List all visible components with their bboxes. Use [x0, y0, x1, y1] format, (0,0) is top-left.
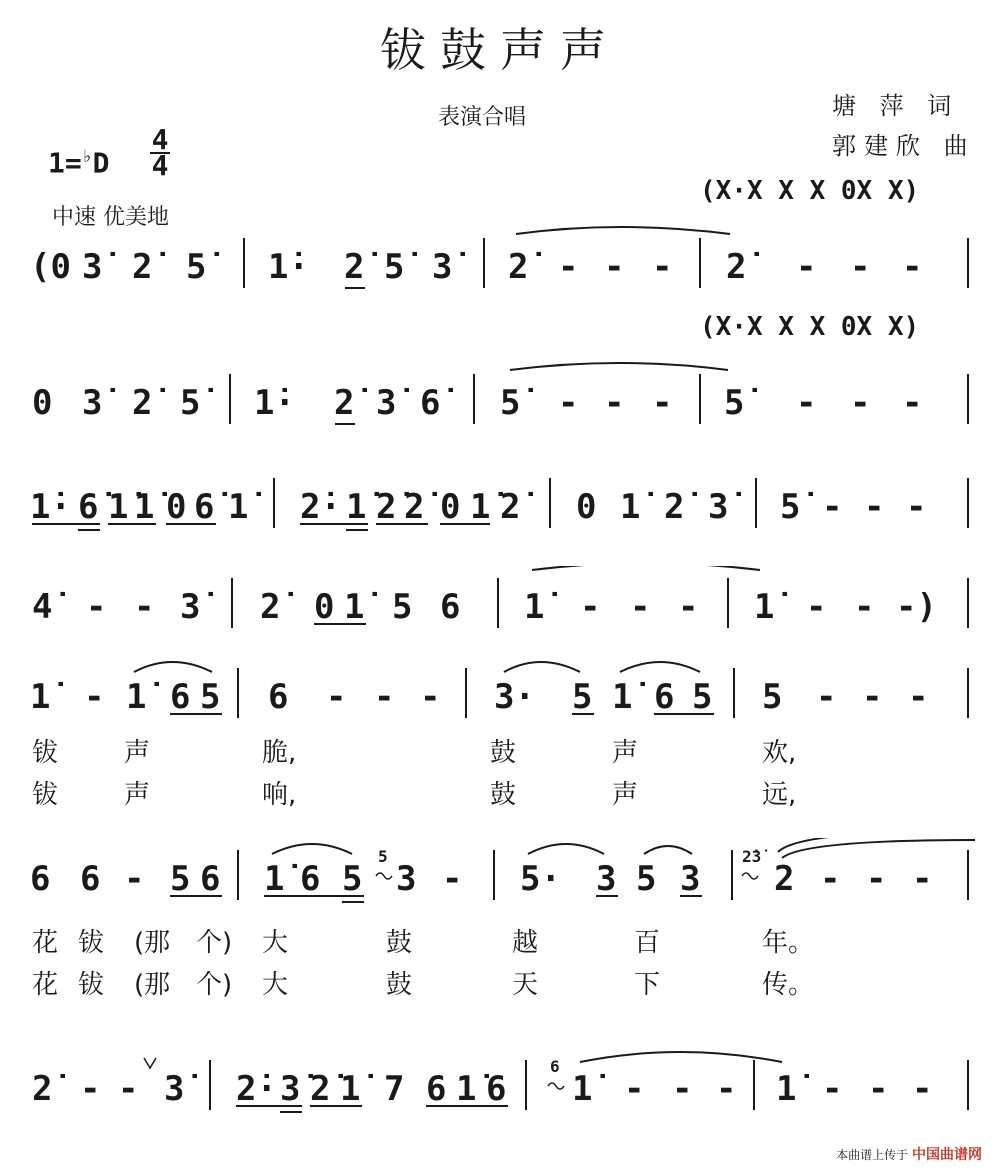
- note: 5̇: [180, 383, 201, 423]
- note: -: [630, 587, 651, 627]
- note: (0: [30, 247, 71, 287]
- note: 2̇: [376, 487, 397, 527]
- note: 1̇: [126, 677, 147, 717]
- grace-mark: [742, 873, 758, 879]
- note: 3: [396, 859, 417, 899]
- slur: [272, 844, 352, 854]
- note: 1̇: [754, 587, 775, 627]
- note: -: [908, 677, 929, 717]
- note: -: [862, 677, 883, 717]
- note: -: [912, 1069, 933, 1109]
- note: 3̇: [82, 247, 103, 287]
- lyric-char: 百: [634, 928, 661, 958]
- note: 2̇·: [236, 1069, 277, 1109]
- score-line-2: [0, 362, 1000, 442]
- grace-note: 5: [378, 847, 388, 866]
- note: 3̇: [432, 247, 453, 287]
- note: 5̇: [500, 383, 521, 423]
- grace-note: 6: [550, 1057, 560, 1076]
- note: 0: [440, 487, 461, 527]
- tie: [782, 840, 975, 858]
- note: 2̇·: [300, 487, 341, 527]
- note: 5: [692, 677, 713, 717]
- lyric-char: 下: [634, 970, 661, 1000]
- note: -: [820, 859, 841, 899]
- site-brand: 中国曲谱网: [912, 1147, 982, 1163]
- note: 3̇: [376, 383, 397, 423]
- note: -: [124, 859, 145, 899]
- note: 6: [268, 677, 289, 717]
- slur: [620, 662, 700, 672]
- composer-credit: 郭建欣 曲: [832, 132, 976, 160]
- lyric-char: 个): [196, 970, 233, 1000]
- note: -: [906, 487, 927, 527]
- note: 1̇: [612, 677, 633, 717]
- slur: [644, 846, 692, 854]
- note: -: [822, 487, 843, 527]
- note: -: [442, 859, 463, 899]
- tie: [532, 566, 760, 570]
- note: -: [850, 247, 871, 287]
- note: 6: [654, 677, 675, 717]
- note: 2̇: [260, 587, 281, 627]
- note: 1̇: [134, 487, 155, 527]
- upload-text: 本曲谱上传于: [836, 1148, 909, 1162]
- lyric-char: 传。: [762, 970, 815, 1000]
- slur: [134, 662, 212, 672]
- notation-line-3: [0, 466, 1000, 546]
- note: 3: [680, 859, 701, 899]
- note: 1̇·: [268, 247, 309, 287]
- notation-line-2: [0, 362, 1000, 442]
- lyric-char: (那: [134, 928, 171, 958]
- note: -: [86, 587, 107, 627]
- note: -: [672, 1069, 693, 1109]
- note: 5̇: [780, 487, 801, 527]
- lyric-char: 年。: [762, 928, 815, 958]
- note: 4̇: [32, 587, 53, 627]
- note: -: [80, 1069, 101, 1109]
- note: 3·: [494, 677, 535, 717]
- note: 5: [200, 677, 221, 717]
- lyric-char: 大: [262, 970, 289, 1000]
- lyric-char: 鼓: [490, 780, 517, 810]
- note: -: [796, 383, 817, 423]
- notation-line-4: [0, 566, 1000, 646]
- note: -: [822, 1069, 843, 1109]
- note: -: [866, 859, 887, 899]
- rhythm-cue: (X·X X X 0X X): [700, 176, 920, 206]
- note: -: [604, 383, 625, 423]
- note: 2̇: [132, 383, 153, 423]
- breath-mark: [144, 1058, 156, 1068]
- note: 2̇: [404, 487, 425, 527]
- note: -: [652, 247, 673, 287]
- score-title: 钹鼓声声: [380, 23, 620, 77]
- note: 5̇: [724, 383, 745, 423]
- note: 7: [384, 1069, 405, 1109]
- note: 0: [314, 587, 335, 627]
- note: -: [420, 677, 441, 717]
- note: 1̇: [30, 677, 51, 717]
- lyrics-verse2-line2: [0, 964, 1000, 1004]
- note: 6̇: [78, 487, 99, 527]
- note: -: [716, 1069, 737, 1109]
- note: -: [558, 383, 579, 423]
- note: -: [868, 1069, 889, 1109]
- note: 1̇: [264, 859, 285, 899]
- note: -: [902, 247, 923, 287]
- lyric-char: 鼓: [490, 738, 517, 768]
- lyric-char: 声: [124, 738, 151, 768]
- note: 2̇: [310, 1069, 331, 1109]
- note: -: [902, 383, 923, 423]
- score-line-7: [0, 1048, 1000, 1128]
- lyric-char: 钹: [78, 928, 105, 958]
- note: 3̇: [280, 1069, 301, 1109]
- grace-mark: [376, 873, 392, 879]
- note: 2̇: [32, 1069, 53, 1109]
- note: 5: [762, 677, 783, 717]
- note: 1̇: [572, 1069, 593, 1109]
- note: 6: [440, 587, 461, 627]
- note: 1̇: [344, 587, 365, 627]
- lyric-char: 声: [612, 738, 639, 768]
- note: -): [896, 587, 937, 627]
- note: 6: [200, 859, 221, 899]
- lyric-char: 欢,: [762, 738, 797, 768]
- note: 1̇: [108, 487, 129, 527]
- note: 0: [166, 487, 187, 527]
- note: 6: [486, 1069, 507, 1109]
- lyric-char: 鼓: [386, 970, 413, 1000]
- note: 6: [426, 1069, 447, 1109]
- note: 2: [774, 859, 795, 899]
- note: 2̇: [132, 247, 153, 287]
- note: 1̇·: [30, 487, 71, 527]
- lyric-char: 鼓: [386, 928, 413, 958]
- note: -: [912, 859, 933, 899]
- note: -: [558, 247, 579, 287]
- key-text: 1=♭D: [48, 146, 110, 180]
- lyrics-verse1-line2: [0, 922, 1000, 962]
- tempo-marking: 中速 优美地: [52, 205, 169, 230]
- lyric-char: (那: [134, 970, 171, 1000]
- lyric-char: 大: [262, 928, 289, 958]
- note: -: [806, 587, 827, 627]
- notation-line-7: [0, 1048, 1000, 1128]
- note: 3̇: [708, 487, 729, 527]
- note: 6̇: [420, 383, 441, 423]
- note: -: [604, 247, 625, 287]
- note: 1̇: [456, 1069, 477, 1109]
- note: 2̇: [508, 247, 529, 287]
- note: -: [624, 1069, 645, 1109]
- score-line-4: [0, 566, 1000, 646]
- note: 1̇: [776, 1069, 797, 1109]
- note: 6: [30, 859, 51, 899]
- note: 1̇: [346, 487, 367, 527]
- note: -: [374, 677, 395, 717]
- note: 2̇: [334, 383, 355, 423]
- note: 5: [342, 859, 363, 899]
- note: 2̇: [500, 487, 521, 527]
- slur: [504, 662, 580, 672]
- note: 3̇: [82, 383, 103, 423]
- note: 2̇: [664, 487, 685, 527]
- lyric-char: 响,: [262, 780, 297, 810]
- lyrics-verse2-line1: [0, 774, 1000, 814]
- note: 6̇: [194, 487, 215, 527]
- note: 0: [32, 383, 53, 423]
- lyric-char: 钹: [32, 738, 59, 768]
- note: 6: [80, 859, 101, 899]
- note: 6: [170, 677, 191, 717]
- lyrics-verse1-line1: [0, 732, 1000, 772]
- lyric-char: 远,: [762, 780, 797, 810]
- note: 2̇: [344, 247, 365, 287]
- note: 6: [300, 859, 321, 899]
- note: -: [864, 487, 885, 527]
- tie: [580, 1052, 782, 1062]
- rhythm-cue: (X·X X X 0X X): [700, 312, 920, 342]
- note: -: [652, 383, 673, 423]
- grace-note: 2̇3̇: [742, 847, 762, 866]
- note: -: [850, 383, 871, 423]
- lyric-char: 脆,: [262, 738, 297, 768]
- slur: [528, 844, 604, 854]
- note: -: [134, 587, 155, 627]
- lyric-char: 个): [196, 928, 233, 958]
- score-line-1: [0, 226, 1000, 306]
- note: 3̇: [164, 1069, 185, 1109]
- grace-mark: [548, 1083, 564, 1089]
- note: 1̇: [620, 487, 641, 527]
- note: -: [118, 1069, 139, 1109]
- lyric-char: 天: [512, 970, 539, 1000]
- note: 1̇: [228, 487, 249, 527]
- note: -: [854, 587, 875, 627]
- note: 5: [636, 859, 657, 899]
- note: 0: [576, 487, 597, 527]
- upload-credit: [836, 1144, 982, 1164]
- note: 3: [596, 859, 617, 899]
- notation-line-1: [0, 226, 1000, 306]
- note: 5: [170, 859, 191, 899]
- note: -: [796, 247, 817, 287]
- note: 5·: [520, 859, 561, 899]
- time-signature: $\frac{4}{4}$: [151, 123, 169, 182]
- score-subtitle: 表演合唱: [438, 105, 527, 130]
- note: 1̇: [470, 487, 491, 527]
- note: 5: [572, 677, 593, 717]
- note: 2̇: [726, 247, 747, 287]
- note: 1̇: [340, 1069, 361, 1109]
- lyric-char: 声: [612, 780, 639, 810]
- lyricist-credit: 塘 萍 词: [832, 92, 960, 120]
- note: 5̇: [186, 247, 207, 287]
- lyric-char: 花: [32, 928, 59, 958]
- score-line-6: [0, 838, 1000, 918]
- notation-line-5: [0, 656, 1000, 736]
- tie: [510, 363, 728, 370]
- notation-line-6: [0, 838, 1000, 918]
- note: -: [580, 587, 601, 627]
- note: -: [816, 677, 837, 717]
- note: -: [326, 677, 347, 717]
- score-line-5: [0, 656, 1000, 736]
- lyric-char: 越: [512, 928, 539, 958]
- note: -: [84, 677, 105, 717]
- note: 3̇: [180, 587, 201, 627]
- score-line-3: [0, 466, 1000, 546]
- note: 5̇: [384, 247, 405, 287]
- note: 1̇·: [254, 383, 295, 423]
- lyric-char: 花: [32, 970, 59, 1000]
- tie: [516, 227, 730, 234]
- lyric-char: 钹: [78, 970, 105, 1000]
- lyric-char: 钹: [32, 780, 59, 810]
- note: 1̇: [524, 587, 545, 627]
- lyric-char: 声: [124, 780, 151, 810]
- note: 5: [392, 587, 413, 627]
- note: -: [678, 587, 699, 627]
